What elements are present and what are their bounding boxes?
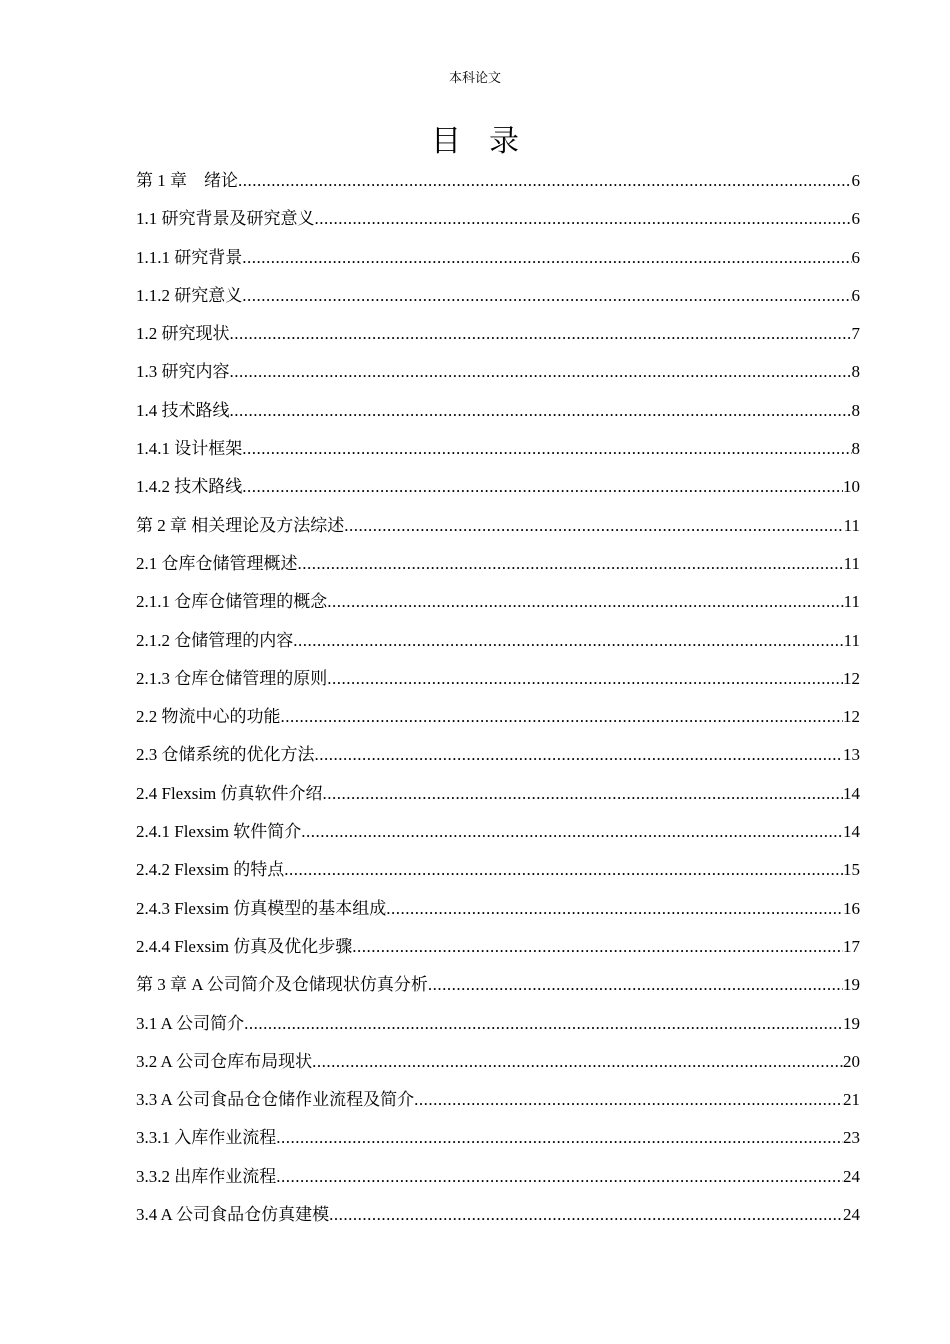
toc-entry-3-3-1[interactable] — [136, 1119, 860, 1157]
toc-entry-2-4[interactable] — [136, 775, 860, 813]
toc-entry-2-3[interactable] — [136, 736, 860, 774]
dot-leader — [244, 1005, 843, 1043]
entry-label: 1.4 技术路线 — [136, 400, 230, 420]
entry-page-number: 8 — [851, 362, 860, 382]
dot-leader — [298, 545, 844, 583]
toc-entry-2-1[interactable] — [136, 545, 860, 583]
dot-leader — [230, 315, 852, 353]
dot-leader — [238, 162, 852, 200]
entry-label: 2.4.3 Flexsim 仿真模型的基本组成 — [136, 898, 387, 918]
dot-leader — [312, 1043, 843, 1081]
table-of-contents — [136, 162, 860, 1234]
entry-label: 2.1 仓库仓储管理概述 — [136, 553, 298, 573]
entry-label: 3.4 A 公司食品仓仿真建模 — [136, 1205, 330, 1225]
entry-page-number: 16 — [843, 898, 860, 918]
dot-leader — [386, 890, 843, 928]
entry-label: 第 2 章 相关理论及方法综述 — [136, 515, 345, 535]
toc-entry-3-4[interactable] — [136, 1196, 860, 1234]
entry-page-number: 11 — [843, 515, 860, 535]
entry-page-number: 6 — [851, 171, 860, 190]
entry-page-number: 24 — [843, 1166, 860, 1186]
toc-entry-chapter-3[interactable] — [136, 966, 860, 1004]
entry-label: 2.1.3 仓库仓储管理的原则 — [136, 668, 328, 688]
entry-label: 2.4.1 Flexsim 软件简介 — [136, 822, 302, 842]
toc-entry-1-1-2[interactable] — [136, 277, 860, 315]
entry-page-number: 6 — [851, 247, 860, 267]
dot-leader — [414, 1081, 843, 1119]
dot-leader — [242, 277, 851, 315]
toc-entry-2-1-3[interactable] — [136, 660, 860, 698]
toc-entry-3-3[interactable] — [136, 1081, 860, 1119]
entry-page-number: 10 — [843, 477, 860, 497]
entry-label: 第 3 章 A 公司简介及仓储现状仿真分析 — [136, 975, 428, 995]
entry-label: 1.1.1 研究背景 — [136, 247, 243, 267]
toc-entry-2-1-2[interactable] — [136, 622, 860, 660]
dot-leader — [281, 698, 844, 736]
entry-page-number: 19 — [843, 975, 860, 995]
entry-label: 3.2 A 公司仓库布局现状 — [136, 1051, 313, 1071]
toc-entry-3-2[interactable] — [136, 1043, 860, 1081]
dot-leader — [352, 928, 843, 966]
dot-leader — [315, 736, 844, 774]
toc-entry-2-4-2[interactable] — [136, 851, 860, 889]
entry-page-number: 11 — [843, 592, 860, 612]
toc-entry-2-4-3[interactable] — [136, 890, 860, 928]
toc-entry-1-4-2[interactable] — [136, 468, 860, 506]
toc-entry-2-4-1[interactable] — [136, 813, 860, 851]
page-header: 本科论文 — [448, 70, 501, 85]
entry-page-number: 14 — [843, 783, 860, 803]
toc-entry-2-2[interactable] — [136, 698, 860, 736]
entry-label: 1.1 研究背景及研究意义 — [136, 209, 315, 229]
entry-page-number: 20 — [843, 1051, 860, 1071]
dot-leader — [276, 1158, 843, 1196]
toc-entry-chapter-2[interactable] — [136, 507, 860, 545]
entry-page-number: 21 — [843, 1090, 860, 1110]
entry-label: 1.4.2 技术路线 — [136, 477, 243, 497]
entry-page-number: 12 — [843, 668, 860, 688]
entry-page-number: 12 — [843, 707, 860, 727]
toc-entry-1-1[interactable] — [136, 200, 860, 238]
entry-label: 第 1 章 绪论 — [136, 171, 238, 190]
dot-leader — [329, 1196, 843, 1234]
toc-entry-3-1[interactable] — [136, 1005, 860, 1043]
toc-title: 目录 — [431, 125, 547, 158]
toc-entry-1-4[interactable] — [136, 392, 860, 430]
entry-page-number: 17 — [843, 936, 860, 956]
toc-entry-1-2[interactable] — [136, 315, 860, 353]
entry-label: 1.2 研究现状 — [136, 324, 230, 344]
toc-entry-2-4-4[interactable] — [136, 928, 860, 966]
entry-label: 3.1 A 公司简介 — [136, 1013, 245, 1033]
entry-label: 1.3 研究内容 — [136, 362, 230, 382]
entry-page-number: 15 — [843, 860, 860, 880]
entry-label: 3.3 A 公司食品仓仓储作业流程及简介 — [136, 1090, 415, 1110]
entry-label: 2.4.4 Flexsim 仿真及优化步骤 — [136, 936, 353, 956]
dot-leader — [344, 507, 843, 545]
entry-page-number: 14 — [843, 822, 860, 842]
entry-label: 3.3.2 出库作业流程 — [136, 1166, 277, 1186]
dot-leader — [284, 851, 843, 889]
entry-page-number: 6 — [851, 285, 860, 305]
toc-entry-chapter-1[interactable] — [136, 162, 860, 200]
dot-leader — [428, 966, 843, 1004]
toc-entry-1-3[interactable] — [136, 353, 860, 391]
toc-entry-2-1-1[interactable] — [136, 583, 860, 621]
dot-leader — [327, 660, 843, 698]
dot-leader — [293, 622, 843, 660]
dot-leader — [323, 775, 843, 813]
dot-leader — [301, 813, 843, 851]
entry-label: 1.1.2 研究意义 — [136, 285, 243, 305]
entry-page-number: 8 — [851, 400, 860, 420]
entry-label: 2.2 物流中心的功能 — [136, 707, 281, 727]
entry-page-number: 13 — [843, 745, 860, 765]
entry-label: 2.4 Flexsim 仿真软件介绍 — [136, 783, 323, 803]
entry-page-number: 7 — [851, 324, 860, 344]
entry-page-number: 19 — [843, 1013, 860, 1033]
entry-label: 2.1.2 仓储管理的内容 — [136, 630, 294, 650]
dot-leader — [242, 239, 851, 277]
toc-entry-3-3-2[interactable] — [136, 1158, 860, 1196]
entry-page-number: 24 — [843, 1205, 860, 1225]
entry-page-number: 6 — [851, 209, 860, 229]
dot-leader — [327, 583, 843, 621]
entry-page-number: 8 — [851, 439, 860, 459]
dot-leader — [276, 1119, 843, 1157]
entry-label: 3.3.1 入库作业流程 — [136, 1128, 277, 1148]
entry-label: 2.4.2 Flexsim 的特点 — [136, 860, 285, 880]
entry-page-number: 11 — [843, 630, 860, 650]
dot-leader — [230, 353, 852, 391]
entry-page-number: 11 — [843, 553, 860, 573]
entry-label: 2.3 仓储系统的优化方法 — [136, 745, 315, 765]
dot-leader — [230, 392, 852, 430]
toc-entry-1-4-1[interactable] — [136, 430, 860, 468]
entry-page-number: 23 — [843, 1128, 860, 1148]
entry-label: 2.1.1 仓库仓储管理的概念 — [136, 592, 328, 612]
toc-entry-1-1-1[interactable] — [136, 239, 860, 277]
entry-label: 1.4.1 设计框架 — [136, 439, 243, 459]
dot-leader — [315, 200, 852, 238]
dot-leader — [242, 468, 843, 506]
dot-leader — [242, 430, 851, 468]
